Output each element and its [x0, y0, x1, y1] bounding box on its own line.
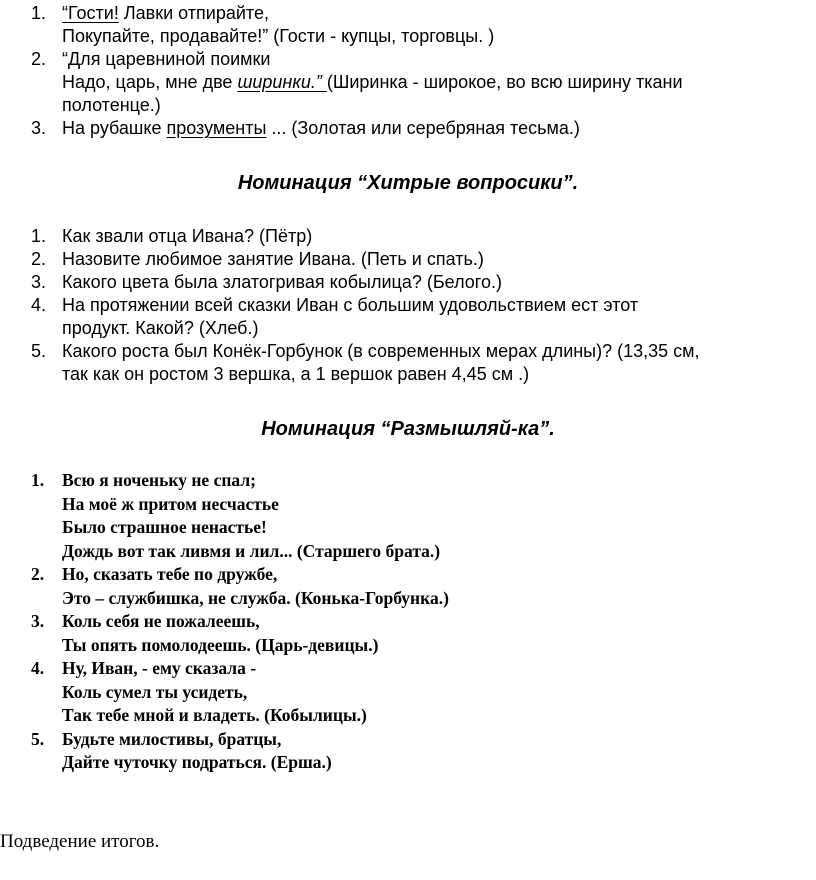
list-item — [0, 469, 800, 563]
list-number: 2. — [31, 564, 45, 584]
list-number: 2. — [31, 249, 47, 269]
list-number: 1. — [31, 3, 47, 23]
list-number: 3. — [31, 118, 47, 138]
list-line: Коль себя не пожалеешь, — [62, 611, 260, 631]
list-number: 5. — [31, 728, 45, 749]
list-line: Было страшное ненастье! — [62, 517, 267, 537]
list-item — [0, 657, 800, 728]
underlined-word: прозументы — [166, 118, 267, 138]
list-line: Надо, царь, мне две ширинки.” (Ширинка - широкое, во всю ширину ткани — [62, 72, 683, 92]
list-line: Покупайте, продавайте!” (Гости - купцы, торговцы. ) — [62, 26, 495, 46]
list-line: Коль сумел ты усидеть, — [62, 681, 248, 702]
list-number: 5. — [31, 341, 47, 361]
list-line: Дождь вот так ливмя и лил... (Старшего брата.) — [62, 540, 441, 561]
list-line: Ты опять помолодеешь. (Царь-девицы.) — [62, 634, 379, 655]
list-number: 4. — [31, 658, 45, 678]
list-item — [0, 610, 800, 657]
list-item — [0, 728, 800, 775]
list-line: Всю я ноченьку не спал; — [62, 470, 256, 490]
list-line: Дайте чуточку подраться. (Ерша.) — [62, 752, 332, 772]
list-line: На рубашке прозументы ... (Золотая или серебряная тесьма.) — [62, 118, 580, 138]
list-line: Ну, Иван, - ему сказала - — [62, 658, 257, 678]
underlined-italic-word: ширинки.” — [237, 72, 327, 92]
list-number: 4. — [31, 295, 47, 315]
list-line: Это – службишка, не служба. (Конька-Горбунка.) — [62, 587, 449, 608]
list-item — [0, 2, 800, 48]
list-item — [0, 48, 800, 117]
list-item — [0, 117, 800, 140]
list-number: 2. — [31, 49, 47, 69]
list-number: 3. — [31, 611, 45, 631]
list-item — [0, 563, 800, 610]
glossary-list — [0, 2, 800, 140]
underlined-word: “Гости! — [62, 3, 119, 23]
list-line: Но, сказать тебе по дружбе, — [62, 564, 278, 584]
list-line: Как звали отца Ивана? (Пётр) — [62, 226, 313, 246]
list-item — [0, 225, 800, 248]
list-line: Какого роста был Конёк-Горбунок (в современных мерах длины)? (13,35 см, — [62, 341, 700, 361]
section-heading: Номинация “Размышляй-ка”. — [261, 418, 555, 440]
list-line: “Гости! Лавки отпирайте, — [62, 3, 269, 23]
list-number: 3. — [31, 272, 47, 292]
list-line: так как он ростом 3 вершка, а 1 вершок равен 4,45 см .) — [62, 364, 530, 384]
list-number: 1. — [31, 470, 45, 490]
list-line: Назовите любимое занятие Ивана. (Петь и спать.) — [62, 249, 484, 269]
list-item — [0, 340, 800, 386]
list-number: 1. — [31, 226, 47, 246]
list-item — [0, 271, 800, 294]
list-line: полотенце.) — [62, 95, 161, 115]
list-line: Так тебе мной и владеть. (Кобылицы.) — [62, 705, 367, 725]
list-line: На протяжении всей сказки Иван с большим удовольствием ест этот — [62, 295, 639, 315]
list-line: Будьте милостивы, братцы, — [62, 728, 282, 749]
section-heading: Номинация “Хитрые вопросики”. — [237, 172, 579, 194]
questions-list — [0, 225, 800, 386]
list-line: продукт. Какой? (Хлеб.) — [62, 318, 259, 338]
riddles-list — [0, 469, 800, 775]
list-line: “Для царевниной поимки — [62, 49, 271, 69]
summary-text: Подведение итогов. — [0, 831, 160, 852]
list-line: На моё ж притом несчастье — [62, 493, 279, 514]
list-item — [0, 294, 800, 340]
list-line: Какого цвета была златогривая кобылица? (Белого.) — [62, 272, 502, 292]
list-item — [0, 248, 800, 271]
